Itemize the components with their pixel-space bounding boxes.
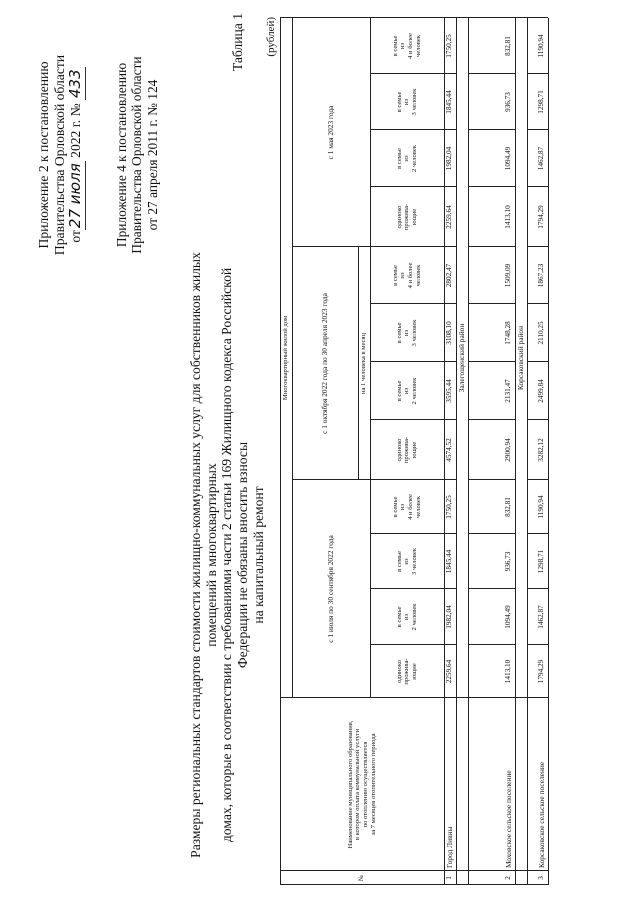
- household-size-header-line: ющие: [410, 441, 418, 459]
- standard-value: 936,73: [504, 92, 512, 112]
- household-size-header-line: 3 человек: [410, 88, 418, 116]
- standard-value: 3595,44: [445, 379, 453, 403]
- household-size-header-line: 2 человек: [410, 145, 418, 172]
- household-size-header-line: в семье: [395, 322, 403, 344]
- row-number: 1: [445, 876, 453, 880]
- standard-value: 1413,10: [504, 659, 512, 684]
- standard-value: 3108,10: [445, 321, 453, 345]
- household-size-header-line: человек: [414, 495, 422, 519]
- household-size-header: [370, 18, 444, 74]
- title-line-3: на капитальный ремонт: [250, 486, 266, 624]
- household-size-header-line: в семье: [395, 380, 403, 402]
- standard-value: 1190,94: [537, 495, 545, 519]
- standard-value: 2110,25: [537, 321, 545, 345]
- per-person-month-header: на 1 человека в месяц: [360, 332, 368, 395]
- household-size-header-line: одиноко: [395, 205, 403, 229]
- household-size-header-line: из: [399, 272, 407, 279]
- col-header-municipality-line-3: по отоплению осуществляется: [362, 741, 369, 828]
- household-size-header-line: 2 человек: [410, 377, 418, 405]
- household-size-header-line: 2 человек: [410, 603, 418, 631]
- appendix-2-reference: [36, 15, 86, 295]
- household-size-header-line: одиноко: [395, 438, 403, 462]
- standard-value: 2900,94: [504, 438, 512, 462]
- household-size-header-line: 3 человек: [410, 548, 418, 575]
- household-size-header-line: прожива-: [403, 658, 411, 685]
- household-size-header-line: в семье: [395, 606, 403, 628]
- standard-value: 1750,25: [445, 495, 453, 519]
- household-size-header-line: 4 и более: [407, 494, 414, 520]
- household-size-header-line: в семье: [391, 35, 399, 57]
- household-size-header: [370, 589, 444, 645]
- standard-value: 1413,10: [504, 205, 512, 229]
- appendix-2-date-prefix: от: [68, 230, 84, 243]
- handwritten-number: 433: [66, 69, 85, 99]
- standard-value: 1845,44: [445, 90, 453, 114]
- household-size-header-line: 4 и более: [407, 33, 414, 59]
- household-size-header-line: 4 и более: [407, 262, 414, 289]
- household-size-header-line: из: [403, 98, 411, 106]
- household-size-header-line: одиноко: [395, 660, 403, 683]
- standard-value: 1462,87: [537, 605, 545, 629]
- district-header: Залегощенский район: [456, 323, 466, 393]
- household-size-header-line: ющие: [410, 663, 418, 680]
- household-size-header: [370, 74, 444, 130]
- household-size-header-line: прожива-: [403, 203, 411, 231]
- household-size-header: [370, 645, 444, 698]
- household-size-header-line: человек: [414, 264, 422, 287]
- household-size-header-line: из: [399, 503, 407, 511]
- document-title: [188, 235, 266, 875]
- household-size-header-line: из: [403, 558, 411, 565]
- household-size-header-line: из: [399, 42, 407, 50]
- municipality-name: Моховское сельское поселение: [503, 770, 513, 868]
- household-size-header-line: 3 человек: [410, 319, 418, 347]
- household-size-header-line: из: [403, 329, 411, 337]
- unit-label: (рублей): [265, 17, 277, 57]
- household-size-header-line: прожива-: [403, 436, 411, 464]
- period-header: с 1 октября 2022 года по 30 апреля 2023 года: [319, 293, 329, 434]
- period-header: с 1 мая 2023 года: [325, 105, 335, 160]
- standard-value: 1794,29: [537, 205, 545, 229]
- household-size-header-line: в семье: [395, 91, 403, 113]
- standard-value: 1845,44: [445, 549, 453, 574]
- standard-value: 1867,23: [537, 263, 545, 288]
- municipality-name: Корсаковское сельское поселение: [536, 761, 546, 868]
- appendix-4-line-2: Правительства Орловской области: [129, 56, 145, 254]
- table-number: Таблица 1: [230, 13, 245, 72]
- household-size-header: [370, 304, 444, 362]
- standard-value: 1748,28: [504, 321, 512, 345]
- appendix-2-date-suffix: 2022 г. №: [68, 103, 84, 158]
- col-header-municipality-line-2: в котором оплата коммунальной услуги: [354, 728, 362, 841]
- household-size-header: [370, 130, 444, 187]
- period-header: с 1 июля по 30 сентября 2022 года: [325, 535, 335, 643]
- standard-value: 936,73: [504, 551, 512, 572]
- household-size-header: [370, 247, 444, 304]
- standard-value: 1794,29: [537, 659, 545, 684]
- standard-value: 2131,47: [504, 379, 512, 403]
- household-size-header-line: человек: [414, 34, 422, 58]
- municipality-name: Город Ливны: [444, 826, 454, 868]
- standard-value: 832,81: [504, 36, 512, 56]
- col-header-municipality: [280, 698, 444, 871]
- household-size-header: [370, 534, 444, 589]
- appendix-4-reference: [114, 20, 160, 290]
- building-type-header: Многоквартирный жилой дом: [282, 315, 290, 401]
- standard-value: 1509,09: [504, 263, 512, 288]
- household-size-header-line: ющие: [410, 208, 418, 226]
- appendix-2-line-1: Приложение 2 к постановлению: [36, 61, 51, 249]
- household-size-header-line: в семье: [391, 496, 399, 518]
- col-header-number: №: [358, 874, 366, 882]
- appendix-4-line-1: Приложение 4 к постановлению: [114, 62, 129, 248]
- household-size-header-line: из: [403, 613, 411, 621]
- col-header-municipality-line-4: за 7 месяцев отопительного периода: [369, 733, 377, 836]
- household-size-header-line: в семье: [391, 265, 399, 286]
- standard-value: 1190,94: [537, 34, 545, 58]
- standard-value: 4574,52: [445, 438, 453, 462]
- household-size-header-line: в семье: [395, 148, 403, 169]
- household-size-header: [370, 420, 444, 480]
- standard-value: 3282,12: [537, 438, 545, 462]
- standard-value: 1094,49: [504, 605, 512, 629]
- standard-value: 1982,04: [445, 605, 453, 629]
- table-rule: [527, 18, 528, 885]
- row-number: 2: [504, 876, 512, 880]
- standard-value: 1750,25: [445, 34, 453, 58]
- household-size-header: [370, 480, 444, 534]
- standard-value: 2259,64: [445, 205, 453, 229]
- standard-value: 1982,04: [445, 146, 453, 171]
- district-header: Корсаковский район: [515, 325, 525, 391]
- household-size-header-line: из: [403, 387, 411, 395]
- title-line-2: домах, которые в соответствии с требованиями части 2 статьи 169 Жилищного кодекса Российской Федерации не обязаны вносить взносы: [219, 267, 250, 843]
- handwritten-date: 27 июля: [66, 163, 85, 229]
- household-size-header: [370, 187, 444, 247]
- row-number: 3: [537, 876, 545, 880]
- household-size-header-line: из: [403, 155, 411, 162]
- standard-value: 1298,71: [537, 90, 545, 114]
- standard-value: 2802,47: [445, 263, 453, 288]
- table-rule: [548, 18, 549, 885]
- appendix-2-line-2: Правительства Орловской области: [51, 54, 67, 256]
- standard-value: 1298,71: [537, 549, 545, 574]
- standard-value: 2499,84: [537, 379, 545, 403]
- table-rule: [468, 18, 469, 885]
- standard-value: 1094,49: [504, 146, 512, 171]
- appendix-4-line-3: от 27 апреля 2011 г. № 124: [144, 79, 160, 231]
- standard-value: 1462,87: [537, 146, 545, 171]
- title-line-1: Размеры региональных стандартов стоимости жилищно-коммунальных услуг для собственников жилых помещений в многоквартирных: [188, 252, 219, 858]
- col-header-municipality-line-1: Наименование муниципального образования,: [346, 720, 354, 849]
- standard-value: 832,81: [504, 497, 512, 517]
- household-size-header-line: в семье: [395, 551, 403, 572]
- standard-value: 2259,64: [445, 659, 453, 684]
- appendix-2-date-line: [67, 15, 85, 295]
- household-size-header: [370, 362, 444, 420]
